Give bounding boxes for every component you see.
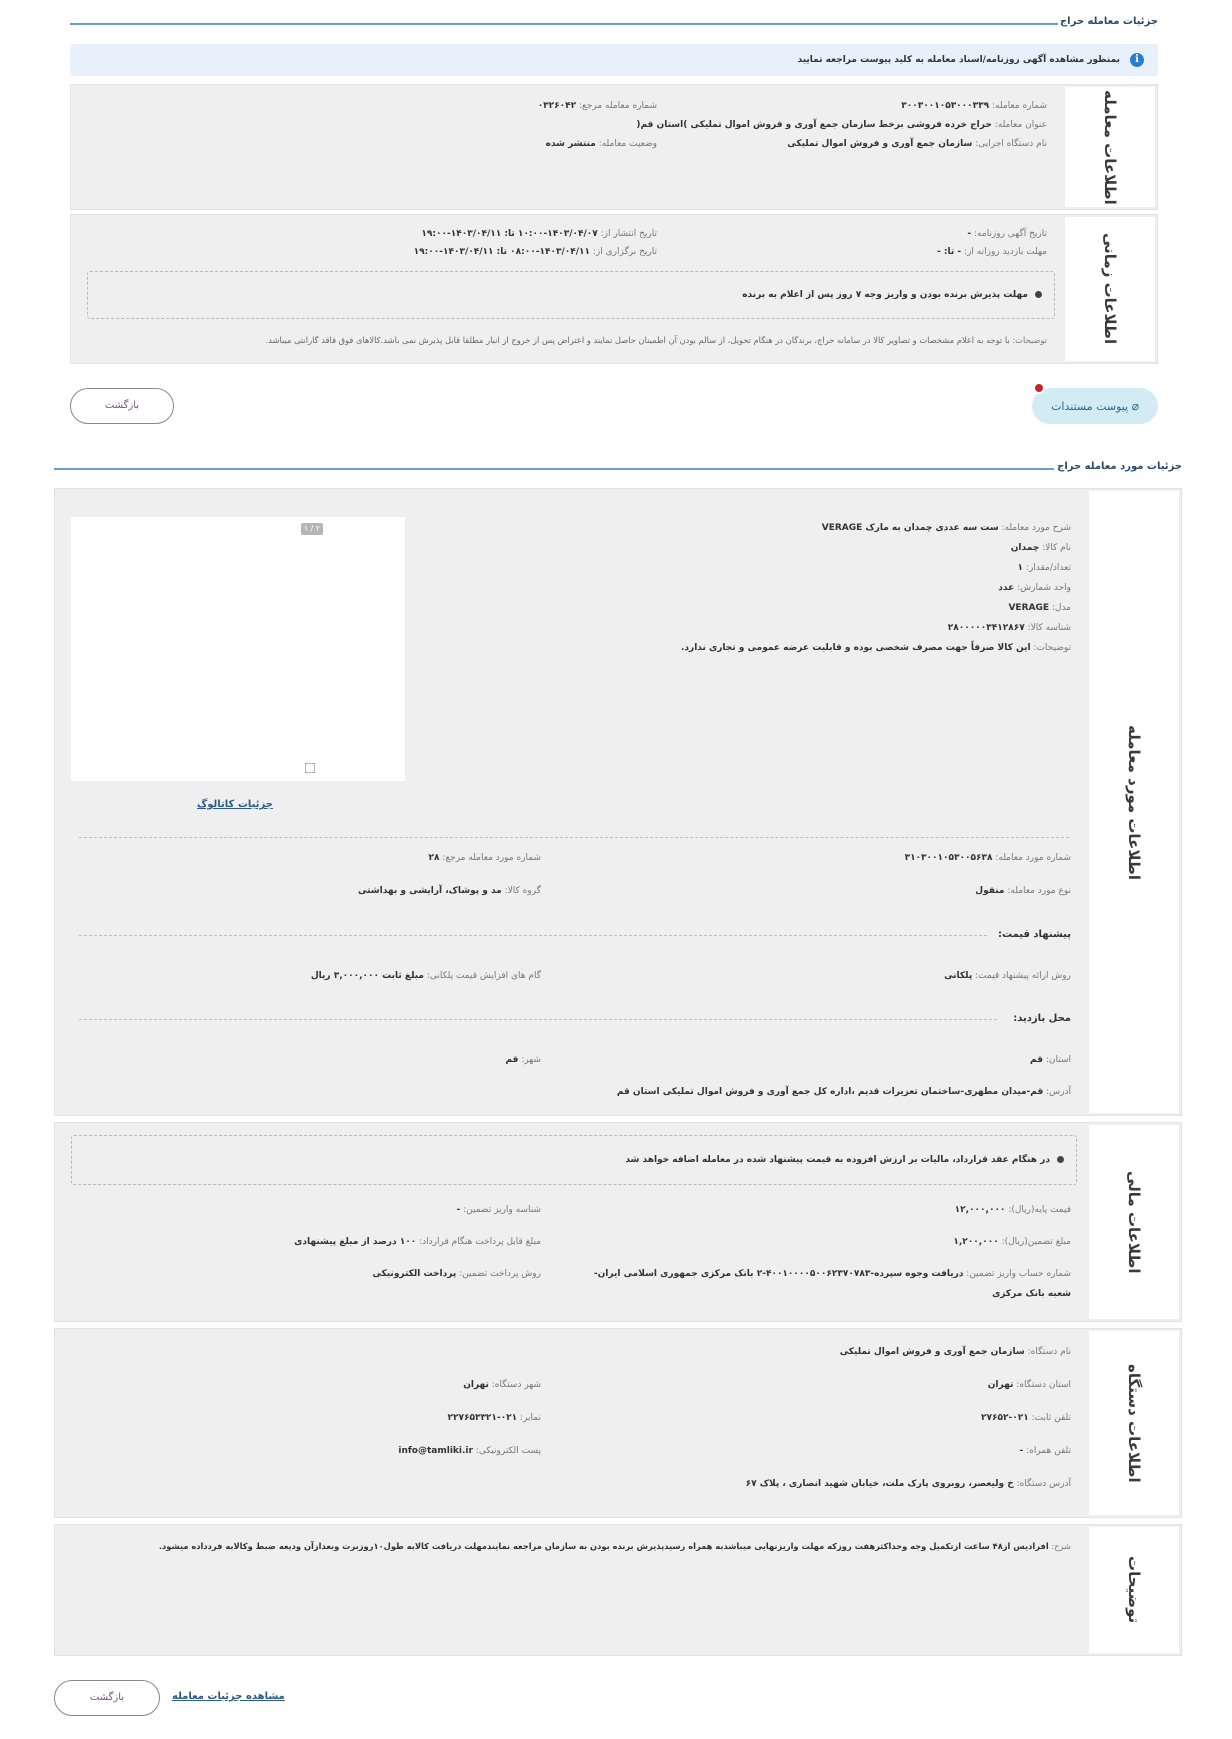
winner-deadline-notice-box [87, 271, 1055, 319]
deal-info-side-label [1065, 87, 1155, 207]
guarantee-account: شماره حساب واریز تضمین: دریافت وجوه سپرده-۴۰۰۱۰۰۰۰۵۰۰۶۲۳۷۰۷۸۳-۲ بانک مرکزی جمهوری اسلامی ایران- [593, 1269, 1071, 1279]
item-goods-id: شناسه کالا: ۲۸۰۰۰۰۰۳۴۱۲۸۶۷ [947, 623, 1071, 633]
notes-panel [54, 1524, 1182, 1656]
back-button-bottom[interactable]: بازگشت [54, 1680, 160, 1716]
notes-label: توضیحات [1125, 1556, 1143, 1624]
price-step: گام های افزایش قیمت پلکانی: مبلغ ثابت ۳,۰۰۰,۰۰۰ ریال [310, 971, 541, 981]
publish-date-range: تاریخ انتشار از: ۱۴۰۳/۰۴/۰۷-۱۰:۰۰ تا: ۱۴۰۳/۰۴/۱۱-۱۹:۰۰ [421, 229, 657, 239]
item-description: شرح مورد معامله: ست سه عددی چمدان به مارک VERAGE [821, 523, 1071, 533]
notes-text: شرح: افرادیس از۴۸ ساعت ازتکمیل وجه وحداکثرهفت روزکه مهلت واریزنهایی میباشدبه همراه رسیدپذیرش برنده بودن به سازمان مراجعه نمایندمهلت دریافت کالابه طول۱۰روزبرت وبعدازآن ودیعه ضبط وکالابه فردداده میشود. [158, 1541, 1071, 1551]
view-deal-details-link[interactable]: مشاهده جزئیات معامله [172, 1691, 285, 1702]
visit-address: آدرس: قم-میدان مطهری-ساختمان تعزیرات قدیم ،اداره کل جمع آوری و فروش اموال تملیکی استان قم [616, 1087, 1071, 1097]
deal-info-label: اطلاعات معامله [1101, 89, 1119, 205]
org-name: نام دستگاه: سازمان جمع آوری و فروش اموال تملیکی [839, 1347, 1071, 1357]
deal-org: نام دستگاه اجرایی: سازمان جمع آوری و فروش اموال تملیکی [787, 139, 1047, 149]
bullet-icon [1035, 291, 1042, 298]
winner-deadline-notice: مهلت پذیرش برنده بودن و واریز وجه ۷ روز پس از اعلام به برنده [742, 290, 1042, 300]
time-info-panel [70, 214, 1158, 364]
catalog-details-link[interactable]: جزئیات کاتالوگ [197, 799, 273, 810]
base-price: قیمت پایه(ریال): ۱۲,۰۰۰,۰۰۰ [954, 1205, 1071, 1215]
back-button-top[interactable]: بازگشت [70, 388, 174, 424]
visit-place-heading: محل بازدید: [1013, 1013, 1071, 1024]
auction-section-header [70, 16, 1158, 30]
item-ref-number: شماره مورد معامله مرجع: ۲۸ [428, 853, 541, 863]
price-offer-method: روش ارائه پیشنهاد قیمت: پلکانی [944, 971, 1071, 981]
attach-count-badge [1033, 382, 1045, 394]
info-notice-text: بمنظور مشاهده آگهی روزنامه/اسناد معامله به کلید پیوست مراجعه تمایید [797, 55, 1120, 65]
org-fax: نمابر: ۰۲۱-۲۲۷۶۵۳۳۲۱ [447, 1413, 541, 1423]
divider [79, 837, 1069, 838]
item-info-side-label [1089, 491, 1179, 1113]
deposit-id: شناسه واریز تضمین: - [456, 1205, 541, 1215]
org-phone: تلفن ثابت: ۰۲۱-۲۷۶۵۲ [981, 1413, 1071, 1423]
vat-notice-box [71, 1135, 1077, 1185]
section-divider [54, 468, 1054, 470]
visit-city: شهر: قم [505, 1055, 541, 1065]
org-email: پست الکترونیکی: info@tamliki.ir [398, 1446, 541, 1456]
org-address: آدرس دستگاه: خ ولیعصر، روبروی پارک ملت، خیابان شهید انصاری ، پلاک ۶۷ [745, 1479, 1071, 1489]
item-section-title: جزئیات مورد معامله حراج [1057, 461, 1182, 472]
item-type: نوع مورد معامله: منقول [975, 886, 1071, 896]
item-image-viewer[interactable] [71, 517, 405, 781]
fullscreen-icon[interactable] [305, 763, 315, 773]
finance-info-panel [54, 1122, 1182, 1322]
item-unit: واحد شمارش: عدد [998, 583, 1071, 593]
image-pager[interactable]: ۱ / ۲ [301, 523, 323, 535]
time-info-description: توضیحات: با توجه به اعلام مشخصات و تصاویر کالا در سامانه حراج، برندگان در هنگام تحویل، از سالم بودن آن اطمینان حاصل نمایند و اعتراض پس از خروج از انبار مطلقا قابل پذیرش نمی باشد.کالاهای فوق فاقد گارانتی میباشد. [265, 335, 1047, 345]
item-info-label: اطلاعات مورد معامله [1125, 724, 1143, 880]
guarantee-account-branch: شعبه بانک مرکزی [992, 1289, 1071, 1299]
time-info-side-label [1065, 217, 1155, 361]
item-model: مدل: VERAGE [1008, 603, 1071, 613]
deal-status: وضعیت معامله: منتشر شده [545, 139, 657, 149]
finance-info-label: اطلاعات مالی [1125, 1170, 1143, 1274]
item-section-header [54, 461, 1182, 475]
item-notes: توضیحات: این کالا صرفاً جهت مصرف شخصی بوده و قابلیت عرضه عمومی و تجاری ندارد. [680, 643, 1071, 653]
org-info-panel [54, 1328, 1182, 1518]
divider [79, 1019, 997, 1020]
contract-payable: مبلغ قابل پرداخت هنگام قرارداد: ۱۰۰ درصد از مبلغ پیشنهادی [294, 1237, 541, 1247]
daily-visit-deadline: مهلت بازدید روزانه از: - تا: - [937, 247, 1047, 257]
deal-info-panel [70, 84, 1158, 210]
deal-number: شماره معامله: ۳۰۰۳۰۰۱۰۵۳۰۰۰۳۳۹ [901, 101, 1047, 111]
info-icon: i [1130, 53, 1144, 67]
paperclip-icon: ⌀ [1131, 399, 1139, 413]
vat-notice: در هنگام عقد قرارداد، مالیات بر ارزش افزوده به قیمت پیشنهاد شده در معامله اضافه خواهد شد [625, 1155, 1064, 1165]
guarantee-pay-method: روش پرداخت تضمین: پرداخت الکترونیکی [372, 1269, 541, 1279]
info-notice-bar [70, 44, 1158, 76]
deal-title: عنوان معامله: حراج خرده فروشی برخط سازمان جمع آوری و فروش اموال تملیکی )استان قم( [636, 120, 1047, 130]
item-number: شماره مورد معامله: ۳۱۰۳۰۰۱۰۵۳۰۰۵۶۳۸ [904, 853, 1071, 863]
finance-side-label [1089, 1125, 1179, 1319]
attach-documents-label: پیوست مستندات [1051, 400, 1129, 413]
attach-documents-button[interactable] [1032, 388, 1158, 424]
org-city: شهر دستگاه: تهران [463, 1380, 541, 1390]
org-side-label [1089, 1331, 1179, 1515]
divider [79, 935, 987, 936]
visit-province: استان: قم [1030, 1055, 1071, 1065]
auction-section-title: جزئیات معامله حراج [1059, 16, 1158, 27]
hold-date-range: تاریخ برگزاری از: ۱۴۰۳/۰۴/۱۱-۰۸:۰۰ تا: ۱۴۰۳/۰۴/۱۱-۱۹:۰۰ [413, 247, 657, 257]
org-province: استان دستگاه: تهران [987, 1380, 1071, 1390]
notes-side-label [1089, 1527, 1179, 1653]
item-goods-name: نام کالا: چمدان [1010, 543, 1071, 553]
item-quantity: تعداد/مقدار: ۱ [1017, 563, 1071, 573]
bullet-icon [1057, 1156, 1064, 1163]
item-info-panel [54, 488, 1182, 1116]
org-info-label: اطلاعات دستگاه [1125, 1363, 1143, 1483]
item-goods-group: گروه کالا: مد و پوشاک، آرایشی و بهداشتی [358, 886, 541, 896]
price-offer-heading: پیشنهاد قیمت: [998, 929, 1071, 940]
deal-ref-number: شماره معامله مرجع: ۰۳۲۶۰۴۲ [537, 101, 657, 111]
org-mobile: تلفن همراه: - [1019, 1446, 1071, 1456]
time-info-label: اطلاعات زمانی [1101, 233, 1119, 345]
newspaper-ad-date: تاریخ آگهی روزنامه: - [967, 229, 1047, 239]
guarantee-amount: مبلغ تضمین(ریال): ۱,۲۰۰,۰۰۰ [953, 1237, 1071, 1247]
section-divider [70, 23, 1058, 25]
